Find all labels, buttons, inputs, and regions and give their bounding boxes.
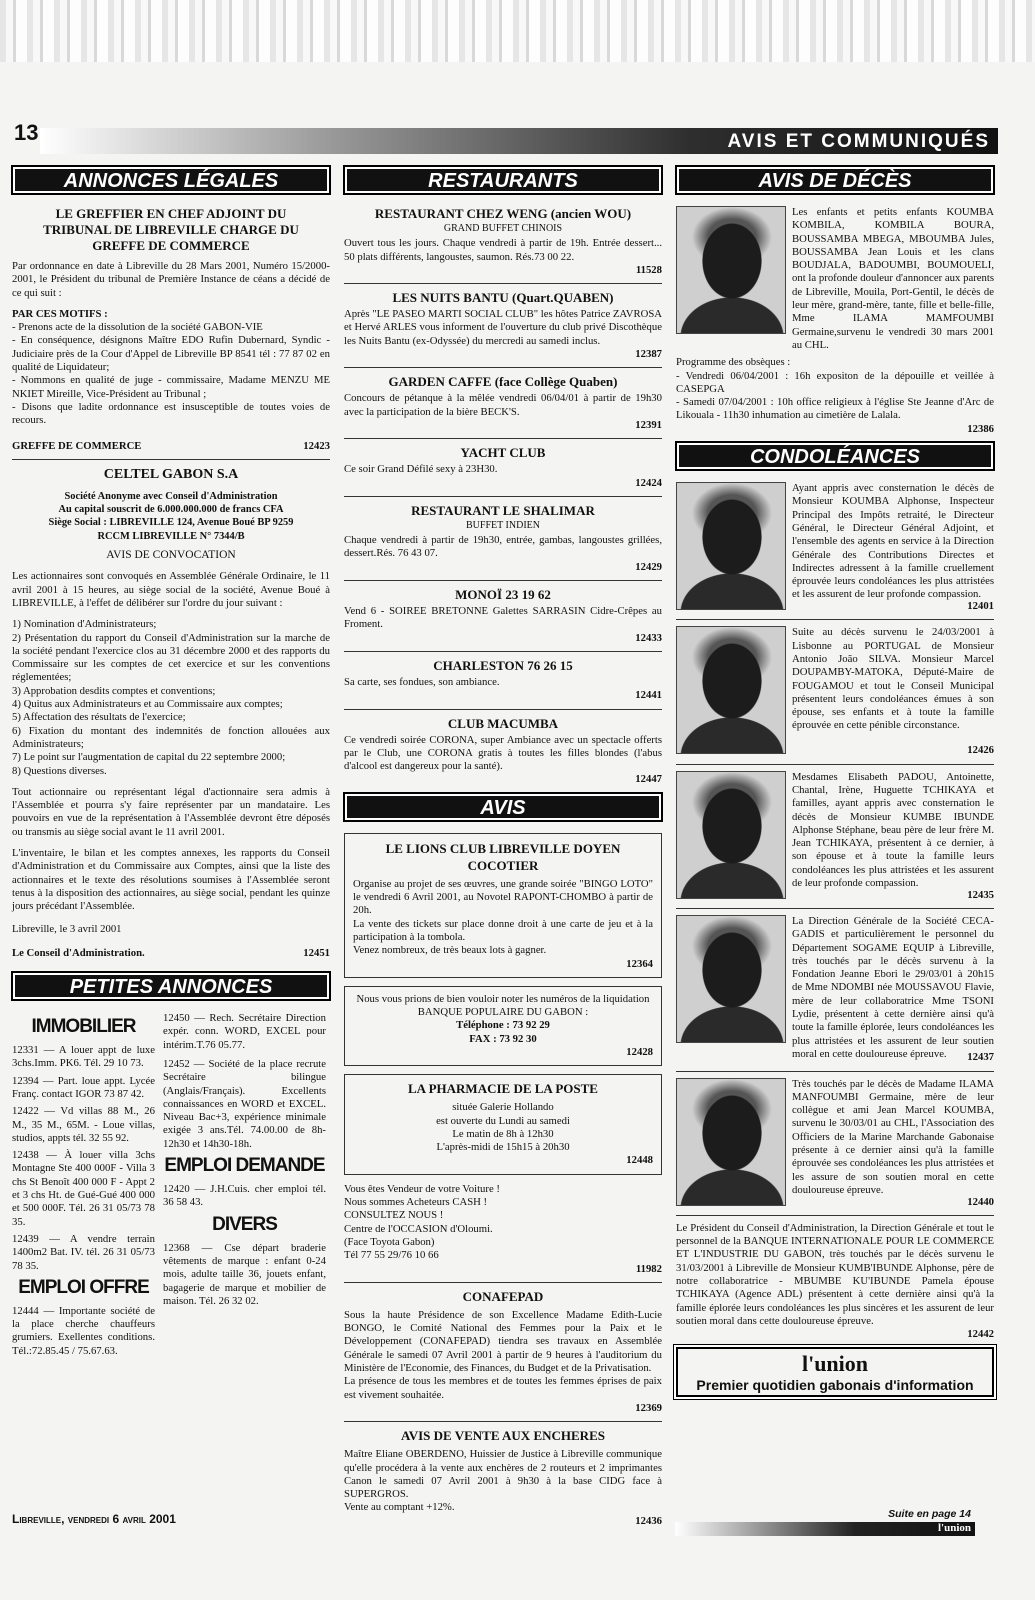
section-banner	[40, 128, 998, 154]
header-avis: AVIS	[344, 793, 662, 821]
restaurant-body: Chaque vendredi à partir de 19h30, entrée, gambas, langoustes grillées, dessert.Rés. 76 43 07.	[344, 534, 662, 560]
pharmacie-ref: 12448	[626, 1154, 653, 1167]
restaurant-ad	[344, 445, 662, 490]
pharmacie-title: LA PHARMACIE DE LA POSTE	[408, 1081, 598, 1097]
newspaper-logo	[676, 1347, 994, 1397]
restaurant-ref: 12424	[635, 476, 662, 489]
logo-name: l'union	[801, 1351, 869, 1377]
restaurant-list	[344, 206, 662, 787]
footer-banner	[675, 1522, 975, 1536]
portrait-photo	[676, 915, 786, 1043]
condoleance-body: Très touchés par le décès de Madame ILAMA MANFOUMBI Germaine, mère de leur collègue et ami Jean Marcel KOUMBA, survenu le 30/03/01 au CHL, l'Association des Officiers de la Marine Marchande Gabonaise présente à ce dernier ainsi qu'à la famille éprouvée ses condoléances les plus attristées et les assure de son soutien moral en cette douloureuse épreuve.	[792, 1077, 994, 1196]
restaurant-body: Vend 6 - SOIREE BRETONNE Galettes SARRASIN Cidre-Crêpes au Froment.	[344, 605, 662, 631]
portrait-photo	[676, 206, 786, 334]
greffe-sign: GREFFE DE COMMERCE	[12, 439, 142, 452]
lions-ref: 12364	[626, 957, 653, 970]
condoleance-entry	[676, 482, 994, 620]
restaurant-title: RESTAURANT CHEZ WENG (ancien WOU)	[374, 206, 632, 221]
restaurant-ad	[344, 290, 662, 361]
encheres-notice	[344, 1428, 662, 1528]
restaurant-ref: 12447	[635, 773, 662, 786]
greffe-motifs-title: PAR CES MOTIFS :	[12, 307, 108, 320]
immo-item: 12439 — A vendre terrain 1400m2 Bat. IV. tél. 26 31 05/73 78 35.	[12, 1232, 155, 1272]
pharmacie-notice	[344, 1074, 662, 1174]
restaurant-subtitle: BUFFET INDIEN	[466, 519, 540, 531]
header-restaurants: RESTAURANTS	[344, 166, 662, 194]
pharmacie-body: située Galerie Hollando est ouverte du Lundi au samedi Le matin de 8h à 12h30 L'après-midi de 15h15 à 20h30	[436, 1101, 570, 1154]
bpg-fax: FAX : 73 92 30	[469, 1032, 537, 1045]
section-title: AVIS ET COMMUNIQUÉS	[727, 131, 990, 152]
offre-item: 12450 — Rech. Secrétaire Direction expér. conn. WORD, EXCEL pour intérim.T.76 05.77.	[163, 1012, 326, 1051]
scan-top-edge	[0, 0, 1035, 62]
footer-continuation: Suite en page 14	[888, 1508, 971, 1520]
celtel-lines: Société Anonyme avec Conseil d'Administration Au capital souscrit de 6.000.000.000 de francs CFA Siège Social : LIBREVILLE 124, Avenue Boué BP 9259 RCCM LIBREVILLE N° 7344/B	[48, 490, 294, 542]
restaurant-title: RESTAURANT LE SHALIMAR	[411, 502, 595, 518]
column-restaurants	[344, 166, 662, 1528]
occasion-ref: 11982	[635, 1262, 662, 1275]
bpg-body: Nous vous prions de bien vouloir noter les numéros de la liquidation BANQUE POPULAIRE DU GABON :	[356, 992, 650, 1019]
header-petites-annonces: PETITES ANNONCES	[12, 972, 330, 1000]
immo-item: 12394 — Part. loue appt. Lycée Franç. contact IGOR 73 87 42.	[12, 1074, 155, 1100]
portrait-photo	[676, 1078, 786, 1206]
conafepad-title: CONAFEPAD	[462, 1288, 544, 1304]
immo-item: 12331 — A louer appt de luxe 3chs.Imm. PK6. Tél. 29 10 73.	[12, 1044, 155, 1070]
footer-dateline: Libreville, vendredi 6 avril 2001	[12, 1512, 176, 1526]
logo-tagline: Premier quotidien gabonais d'information	[696, 1377, 974, 1394]
bpg-tel: Téléphone : 73 92 29	[456, 1019, 550, 1032]
restaurant-subtitle: GRAND BUFFET CHINOIS	[443, 223, 563, 234]
bpg-notice	[344, 986, 662, 1066]
celtel-p3: L'inventaire, le bilan et les comptes annexes, les rapports du Conseil d'Administration et du Commissaire aux Comptes, ainsi que la liste des actionnaires et le texte des résolutions soumises à l'Assemblée seront tenus à la disposition des actionnaires, au siège social, pendant les quinze jours précédant l'Assemblée.	[12, 846, 330, 913]
condoleance-entry	[676, 915, 994, 1072]
condoleance-entry	[676, 1078, 994, 1216]
restaurant-body: Ce soir Grand Défilé sexy à 23H30.	[344, 463, 498, 476]
condoleance-ref: 12435	[967, 888, 994, 901]
condoleance-entry	[676, 771, 994, 909]
restaurant-title: CHARLESTON 76 26 15	[433, 657, 573, 673]
condoleance-entry	[676, 626, 994, 764]
portrait-photo	[676, 771, 786, 899]
restaurant-ref: 12387	[635, 348, 662, 361]
bpg-ref: 12428	[626, 1045, 653, 1058]
greffe-title: LE GREFFIER EN CHEF ADJOINT DU TRIBUNAL DE LIBREVILLE CHARGE DU GREFFE DE COMMERCE	[43, 206, 299, 253]
celtel-sign: Le Conseil d'Administration.	[12, 946, 145, 959]
greffe-motifs: - Prenons acte de la dissolution de la société GABON-VIE - En conséquence, désignons Maître EDO Rufin Dubernard, Syndic - Judiciaire près de la Cour d'Appel de Libreville BP 8541 tél : 77 87 02 en qualité de Liquidateur; - Nommons en qualité de juge - commissaire, Madame MENZU ME NKIET Mireille, Vice-Président au Tribunal ; - Disons que ladite ordonnance est insusceptible de toutes voies de recours.	[12, 321, 330, 427]
celtel-intro: Les actionnaires sont convoqués en Assemblée Générale Ordinaire, le 11 avril 2001 à 15 heures, au siège social de la société, Avenue Boué à LIBREVILLE, à l'effet de délibérer sur l'ordre du jour suivant :	[12, 570, 330, 609]
deces-notice	[676, 206, 994, 352]
offre-item: 12444 — Importante société de la place cherche chauffeurs grumiers. Exellentes conditions. Tél.:72.85.45 / 75.67.63.	[12, 1304, 155, 1357]
restaurant-ref: 12441	[635, 689, 662, 702]
offre-item: 12452 — Société de la place recrute Secrétaire bilingue (Anglais/Français). Excellents connaissances en WORD et EXCEL. Niveau Bac+3, expérience minimale exigée 3 ans.Tél. 74.00.00 de 8h-12h30 et 14h30-18h.	[163, 1057, 326, 1150]
restaurant-ad	[344, 587, 662, 645]
restaurant-body: Concours de pétanque à la mêlée vendredi 06/04/01 à partir de 19h30 avec la participation de la bière BECK'S.	[344, 392, 662, 418]
condoleance-ref: 12426	[967, 744, 994, 757]
lions-title: LE LIONS CLUB LIBREVILLE DOYEN COCOTIER	[385, 840, 621, 873]
occasion-body: Vous êtes Vendeur de votre Voiture ! Nous sommes Acheteurs CASH ! CONSULTEZ NOUS ! Centre de l'OCCASION d'Oloumi. (Face Toyota Gabon) Tél 77 55 29/76 10 66	[344, 1182, 500, 1262]
restaurant-body: Après "LE PASEO MARTI SOCIAL CLUB" les hôtes Patrice ZAVROSA et Hervé ARLES vous informent de l'ouverture du club privé Discothèque les Nuits Bantu (ex-Odyssée) du mercredi au samedi inclus.	[344, 308, 662, 347]
greffe-notice	[12, 206, 330, 453]
header-condoleances: CONDOLÉANCES	[676, 442, 994, 470]
occasion-notice	[344, 1183, 662, 1276]
header-avis-deces: AVIS DE DÉCÈS	[676, 166, 994, 194]
portrait-photo	[676, 626, 786, 754]
celtel-notice	[12, 466, 330, 960]
restaurant-ad	[344, 206, 662, 277]
celtel-p2: Tout actionnaire ou représentant légal d'actionnaire sera admis à l'Assemblée et pourra s'y faire représenter par un mandataire. Les pouvoirs en vue de la représentation à l'Assemblée devront être déposés ou transmis au siège social avant le 11 avril 2001.	[12, 785, 330, 838]
immobilier-heading: IMMOBILIER	[31, 1016, 136, 1038]
footer-logo: l'union	[937, 1522, 971, 1534]
immo-item: 12438 — À louer villa 3chs Montagne Ste 400 000F - Villa 3 chs St Benoît 400 000 F - Appt 2 et 3 chs Ht. de Gué-Gué 400 000 et 500 000F. Tél. 26 31 05/73 78 35.	[12, 1149, 155, 1228]
column-legal	[12, 166, 330, 1358]
demande-item: 12420 — J.H.Cuis. cher emploi tél. 36 58 43.	[163, 1183, 326, 1209]
banque-condoleance: Le Président du Conseil d'Administration, la Direction Générale et tout le personnel de la BANQUE INTERNATIONALE POUR LE COMMERCE ET L'INDUSTRIE DU GABON, très touchés par le décès survenu le 31/03/2001 à Libreville de Monsieur KUMB'IBUNDE Alphonse, père de notre collaboratrice - MBUMBE KU'IBUNDE Pamela épouse TCHIKAYA (Agence ADL) présentent à cette dernière ainsi qu'à la famille éplorée leurs condoléances les plus sincères et les assurent de leur soutien moral dans cette douloureuse épreuve.	[676, 1221, 994, 1327]
lions-body: Organise au projet de ses œuvres, une grande soirée "BINGO LOTO" le vendredi 6 Avril 2001, au Novotel RAPONT-CHOMBO à partir de 20h. La vente des tickets sur place donne droit à une carte de jeu et à la participation à la tombola. Venez nombreux, de très beaux lots à gagner.	[353, 877, 653, 957]
lions-notice	[344, 833, 662, 978]
celtel-title: CELTEL GABON S.A	[103, 466, 239, 482]
column-deces	[676, 166, 994, 1397]
restaurant-body: Ouvert tous les jours. Chaque vendredi à partir de 19h. Entrée dessert... 50 plats différents, langoustes, saumon. Rés.73 00 22.	[344, 237, 662, 263]
encheres-body: Maître Eliane OBERDENO, Huissier de Justice à Libreville communique qu'elle procédera à la vente aux enchères de 2 routeurs et 2 imprimantes Canon le samedi 07 Avril 2001 à 9h30 à la base CIDG face à SUPERGROS. Vente au comptant +12%.	[344, 1448, 662, 1514]
celtel-ref: 12451	[303, 946, 330, 959]
restaurant-body: Sa carte, ses fondues, son ambiance.	[344, 675, 500, 688]
deces-ref: 12386	[967, 422, 994, 435]
restaurant-ref: 12433	[635, 631, 662, 644]
condoleances-list	[676, 482, 994, 1216]
greffe-body: Par ordonnance en date à Libreville du 28 Mars 2001, Numéro 15/2000-2001, le Président du tribunal de Première Instance de céans a décidé de ce qui suit :	[12, 260, 330, 299]
portrait-photo	[676, 482, 786, 610]
restaurant-ad	[344, 503, 662, 574]
emploi-demande-heading: EMPLOI DEMANDE	[164, 1155, 325, 1177]
divers-heading: DIVERS	[212, 1213, 277, 1235]
condoleance-ref: 12401	[967, 600, 994, 613]
restaurant-title: LES NUITS BANTU (Quart.QUABEN)	[392, 290, 614, 306]
restaurant-title: GARDEN CAFFE (face Collège Quaben)	[388, 374, 618, 390]
restaurant-ad	[344, 658, 662, 703]
conafepad-body: Sous la haute Présidence de son Excellence Madame Edith-Lucie BONGO, le Comité National des Femmes pour la Paix et le Développement (CONAFEPAD) tiendra ses travaux en Assemblée Générale le samedi 07 Avril 2001 à partir de 9 heures à l'auditorium du Ministère de l'Economie, des Finances, du Budget et de la Privatisation. La présence de tous les membres et de toutes les femmes éprises de paix est vivement souhaitée.	[344, 1308, 662, 1401]
condoleance-ref: 12437	[967, 1051, 994, 1064]
encheres-ref: 12436	[635, 1514, 662, 1527]
emploi-offre-heading: EMPLOI OFFRE	[18, 1276, 149, 1298]
greffe-ref: 12423	[303, 439, 330, 452]
page-number: 13	[14, 120, 39, 145]
condoleance-body: Ayant appris avec consternation le décès de Monsieur KOUMBA Alphonse, Inspecteur Principal des Impôts retraité, le Directeur Général, le Directeur Général Adjoint, et l'ensemble des agents en service à la Direction Générale des Contributions Directes et Indirectes adressent à la famille cruellement éprouvée leurs condoléances les plus attristées et les assurent de leur profonde compassion.	[792, 482, 994, 601]
conafepad-notice	[344, 1289, 662, 1415]
immo-item: 12422 — Vd villas 88 M., 26 M., 35 M., 65M. - Loue villas, studios, appts tél. 32 55 92.	[12, 1105, 155, 1144]
celtel-agenda: 1) Nomination d'Administrateurs; 2) Présentation du rapport du Conseil d'Administration sur la marche de la société pendant l'exercice clos au 31 décembre 2000 et des rapports du Commissaire sur les comptes de cet exercice et sur les conventions réglementées; 3) Approbation desdits comptes et conventions; 4) Quitus aux Administrateurs et au Commissaire aux comptes; 5) Affectation des résultats de l'exercice; 6) Fixation du montant des indemnités de fonction allouées aux Administrateurs; 7) Le point sur l'augmentation de capital du 22 septembre 2000; 8) Questions diverses.	[12, 618, 330, 777]
petites-annonces	[12, 1012, 330, 1358]
restaurant-ref: 11528	[635, 263, 662, 276]
celtel-date: Libreville, le 3 avril 2001	[12, 923, 122, 936]
condoleance-body: Suite au décès survenu le 24/03/2001 à Lisbonne au PORTUGAL de Monsieur Antonio João SILVA. Monsieur Marcel DOUPAMBY-MATOKA, Député-Maire de FOUGAMOU et tout le Conseil Municipal présentent leurs condoléances émues à son épouse, ses enfants et à toute la famille éprouvée en cette pénible circonstance.	[792, 626, 994, 732]
condoleance-ref: 12440	[967, 1195, 994, 1208]
conafepad-ref: 12369	[635, 1401, 662, 1414]
encheres-title: AVIS DE VENTE AUX ENCHERES	[401, 1428, 605, 1444]
celtel-subtitle: AVIS DE CONVOCATION	[106, 549, 236, 562]
restaurant-ad	[344, 374, 662, 432]
condoleance-body: La Direction Générale de la Société CECA-GADIS et particulièrement le personnel du Département SOGAME EQUIP à Libreville, très touchés par le décès survenu à la Fondation Jeanne Ebori le 29/03/01 à 20h15 de Mme NDOMBI née MOUSSAVOU Flavie, mère de leur collaboratrice Mme TSONI Lydie, présentent à cette dernière ainsi qu'à toute la famille éplorée, leurs condoléances les plus attristées et les assurent de leur soutien moral en cette douloureuse épreuve.	[792, 914, 994, 1060]
deces-programme: Programme des obsèques : - Vendredi 06/04/2001 : 16h expositon de la dépouille et veillée à CASEPGA - Samedi 07/04/2001 : 10h office religieux à l'église Ste Jeanne d'Arc de Likouala - 11h30 inhumation au cimetière de Lalala.	[676, 356, 994, 422]
restaurant-title: YACHT CLUB	[460, 445, 546, 461]
banque-ref: 12442	[967, 1328, 994, 1341]
restaurant-title: MONOÏ 23 19 62	[455, 587, 551, 603]
restaurant-body: Ce vendredi soirée CORONA, super Ambiance avec un spectacle offerts par le Club, une CORONA gratis à toutes les filles blondes (l'abus d'alcool est dangereux pour la santé).	[344, 733, 662, 773]
divers-item: 12368 — Cse départ braderie vêtements de marque : enfant 0-24 mois, adulte taille 36, jouets enfant, bagagerie de marque et mobilier de maison. Tél. 26 32 02.	[163, 1241, 326, 1307]
restaurant-ad	[344, 716, 662, 787]
restaurant-ref: 12429	[635, 560, 662, 573]
restaurant-title: CLUB MACUMBA	[447, 715, 559, 731]
header-annonces-legales: ANNONCES LÉGALES	[12, 166, 330, 194]
restaurant-ref: 12391	[635, 418, 662, 431]
deces-body: Les enfants et petits enfants KOUMBA KOMBILA, KOMBILA BOURA, BOUSSAMBA MBEGA, MBOUMBA Jules, BOUSSAMBA Jean Louis et les clans BOUDJALA, BADOUMBI, BOUMOUELI, ont la profonde douleur d'annoncer aux parents de Libreville, Mouila, Port-Gentil, le décès de leur mère, grand-mère, tante, fille et belle-fille, Mme ILAMA MAMFOUMBI Germaine,survenu le vendredi 30 mars 2001 au CHL.	[792, 206, 994, 351]
condoleance-body: Mesdames Elisabeth PADOU, Antoinette, Chantal, Irène, Huguette TCHIKAYA et familles, ayant appris avec consternation le décès de Monsieur KUMBE IBUNDE Alphonse Stéphane, beau père de leur frère M. Jean TCHIKAYA, présentent à ce dernier, à son épouse et à toute la famille leurs condoléances les plus attristées et les assurent de leur profonde compassion.	[792, 770, 994, 890]
